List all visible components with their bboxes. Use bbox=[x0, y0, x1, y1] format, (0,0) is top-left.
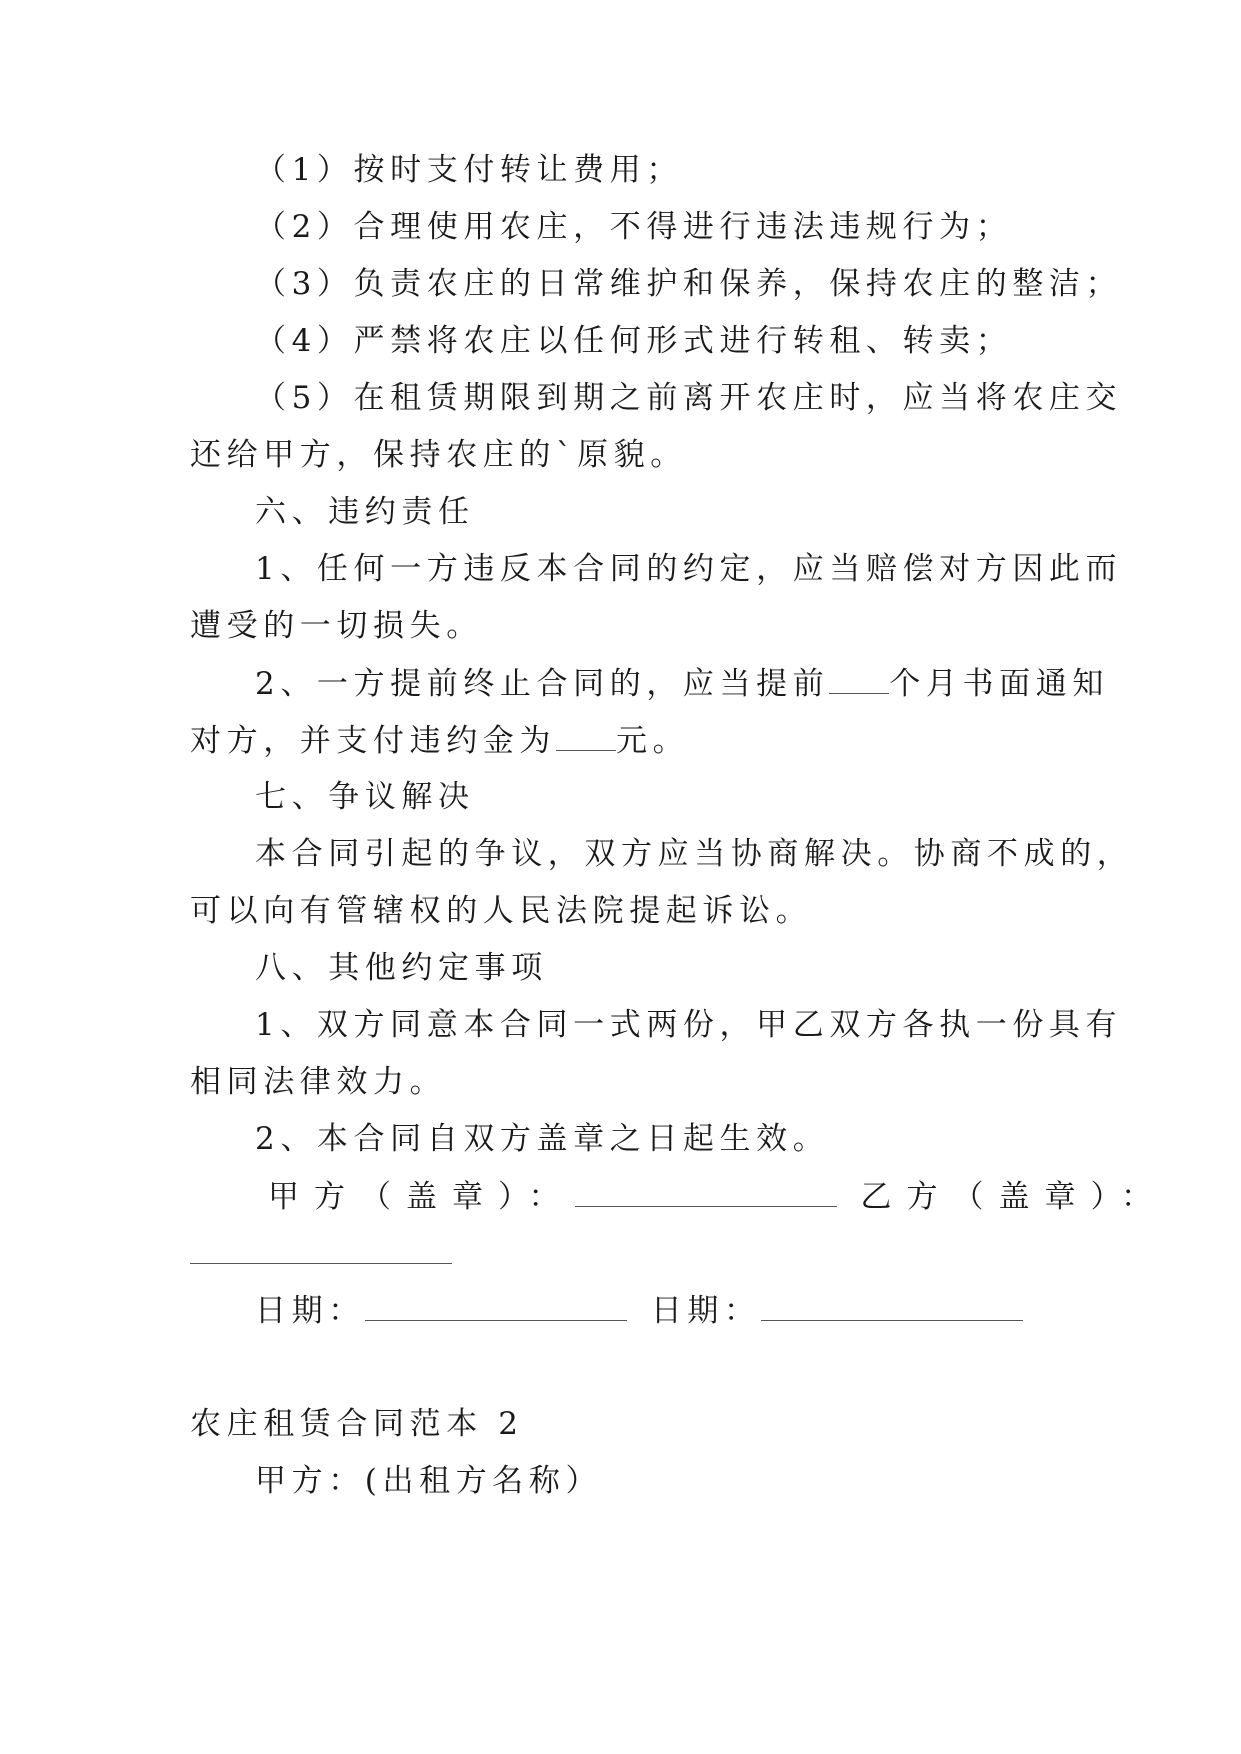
clause-5-item-5: （5）在租赁期限到期之前离开农庄时，应当将农庄交 bbox=[255, 380, 1123, 416]
contract-title-2: 农庄租赁合同范本 2 bbox=[190, 1406, 524, 1442]
party-b-seal-line bbox=[190, 1233, 452, 1274]
clause-5-item-3: （3）负责农庄的日常维护和保养，保持农庄的整洁； bbox=[255, 266, 1123, 302]
breach-item-2-cont-text-b: 元。 bbox=[616, 723, 690, 759]
section-heading-dispute: 七、争议解决 bbox=[255, 779, 475, 815]
breach-item-2-cont bbox=[190, 720, 689, 761]
clause-5-item-4: （4）严禁将农庄以任何形式进行转租、转卖； bbox=[255, 323, 1013, 359]
section-heading-breach: 六、违约责任 bbox=[255, 494, 475, 530]
clause-5-item-1: （1）按时支付转让费用； bbox=[255, 152, 683, 188]
party-b-date-blank bbox=[761, 1290, 1023, 1321]
party-a-date-blank bbox=[365, 1290, 627, 1321]
other-item-2: 2、本合同自双方盖章之日起生效。 bbox=[255, 1121, 830, 1157]
clause-5-item-2: （2）合理使用农庄，不得进行违法违规行为； bbox=[255, 209, 1013, 245]
party-b-seal-label: 乙方（盖章）： bbox=[860, 1179, 1167, 1215]
dispute-text-cont: 可以向有管辖权的人民法院提起诉讼。 bbox=[190, 893, 813, 929]
party-b-date-label: 日期： bbox=[650, 1293, 761, 1329]
signature-row bbox=[268, 1176, 1167, 1217]
breach-item-2-text-b: 个月书面通知 bbox=[889, 666, 1109, 702]
party-b-seal-blank bbox=[190, 1233, 452, 1264]
party-a-name-line: 甲方：(出租方名称） bbox=[255, 1463, 603, 1499]
section-heading-other: 八、其他约定事项 bbox=[255, 950, 548, 986]
other-item-1: 1、双方同意本合同一式两份，甲乙双方各执一份具有 bbox=[255, 1007, 1123, 1043]
breach-item-1-cont: 遭受的一切损失。 bbox=[190, 608, 483, 644]
clause-5-item-5-cont: 还给甲方，保持农庄的`原貌。 bbox=[190, 437, 687, 473]
other-item-1-cont: 相同法律效力。 bbox=[190, 1064, 447, 1100]
breach-item-2-cont-text-a: 对方，并支付违约金为 bbox=[190, 723, 556, 759]
penalty-amount-blank bbox=[556, 720, 616, 751]
notice-months-blank bbox=[829, 663, 889, 694]
breach-item-2-text-a: 2、一方提前终止合同的，应当提前 bbox=[255, 666, 830, 702]
party-a-seal-blank bbox=[575, 1176, 837, 1207]
party-a-seal-label: 甲方（盖章）： bbox=[268, 1179, 575, 1215]
breach-item-2 bbox=[255, 663, 1109, 704]
breach-item-1: 1、任何一方违反本合同的约定，应当赔偿对方因此而 bbox=[255, 551, 1123, 587]
dispute-text: 本合同引起的争议，双方应当协商解决。协商不成的， bbox=[255, 836, 1134, 872]
date-row bbox=[255, 1290, 1023, 1331]
party-a-date-label: 日期： bbox=[255, 1293, 365, 1329]
